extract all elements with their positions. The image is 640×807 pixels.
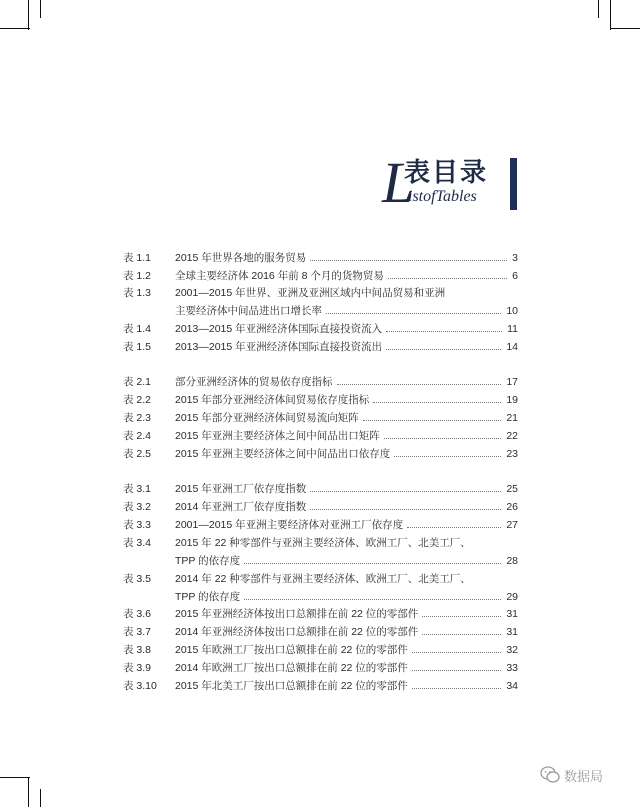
toc-leader-dots	[422, 616, 501, 617]
wechat-icon	[540, 766, 560, 789]
toc-leader-dots	[412, 688, 502, 689]
decorative-letter-l: L	[382, 150, 415, 215]
crop-mark-top-right-h	[610, 28, 640, 29]
crop-mark-bottom-left-v2	[40, 789, 41, 807]
toc-entry[interactable]	[120, 482, 518, 496]
list-of-tables-heading	[378, 150, 518, 215]
toc-entry-title: 2014 年亚洲工厂依存度指数	[175, 501, 307, 513]
toc-entry-number: 表 3.7	[123, 626, 152, 638]
toc-leader-dots	[386, 331, 502, 332]
page-title-en: istofTables	[408, 188, 477, 205]
toc-entry-number: 表 3.1	[123, 483, 152, 495]
toc-entry[interactable]	[120, 375, 518, 389]
toc-leader-dots	[386, 349, 501, 350]
toc-entry[interactable]	[120, 500, 518, 514]
toc-entry-page: 11	[507, 323, 518, 335]
toc-entry-page: 17	[506, 376, 518, 388]
toc-entry-title: 2014 年亚洲经济体按出口总额排在前 22 位的零部件	[175, 626, 419, 638]
toc-entry-number: 表 2.5	[123, 448, 152, 460]
toc-entry-number: 表 1.5	[123, 341, 152, 353]
toc-leader-dots	[363, 420, 502, 421]
toc-entry-title: 2015 年欧洲工厂按出口总额排在前 22 位的零部件	[175, 644, 408, 656]
toc-entry[interactable]	[120, 518, 518, 532]
toc-entry-page: 6	[512, 270, 518, 282]
toc-entry-number: 表 2.2	[123, 394, 152, 406]
watermark	[540, 764, 630, 788]
toc-entry[interactable]	[120, 536, 518, 568]
toc-entry-page: 25	[506, 483, 518, 495]
toc-entry-title: 2013—2015 年亚洲经济体国际直接投资流入	[175, 323, 383, 335]
toc-entry-title: 2015 年亚洲主要经济体之间中间品出口依存度	[175, 448, 391, 460]
toc-entry-title: 2015 年世界各地的服务贸易	[175, 252, 307, 264]
page-title-zh: 表目录	[404, 158, 489, 188]
toc-entry-page: 28	[506, 555, 518, 567]
toc-leader-dots	[422, 634, 501, 635]
toc-leader-dots	[310, 509, 501, 510]
toc-leader-dots	[310, 491, 501, 492]
toc-leader-dots	[373, 402, 501, 403]
toc-entry[interactable]	[120, 286, 518, 318]
toc-entry-page: 21	[506, 412, 518, 424]
toc-entry-number: 表 3.9	[123, 662, 152, 674]
title-accent-bar	[510, 158, 517, 210]
toc-leader-dots	[388, 278, 507, 279]
toc-entry[interactable]	[120, 625, 518, 639]
toc-entry[interactable]	[120, 661, 518, 675]
toc-entry-number: 表 3.2	[123, 501, 152, 513]
toc-entry-page: 14	[506, 341, 518, 353]
toc-entry-page: 32	[506, 644, 518, 656]
toc-entry-title: 2001—2015 年世界、亚洲及亚洲区域内中间品贸易和亚洲	[175, 287, 446, 299]
crop-mark-bottom-left-h	[0, 777, 30, 778]
toc-entry-title: 2015 年部分亚洲经济体间贸易流向矩阵	[175, 412, 359, 424]
toc-entry-title: 2015 年亚洲工厂依存度指数	[175, 483, 307, 495]
toc-entry[interactable]	[120, 269, 518, 283]
toc-leader-dots	[337, 384, 502, 385]
crop-mark-top-right-v2	[598, 0, 599, 18]
toc-entry-page: 23	[506, 448, 518, 460]
toc-entry-number: 表 3.8	[123, 644, 152, 656]
toc-entry-number: 表 3.4	[123, 537, 152, 549]
toc-leader-dots	[412, 652, 502, 653]
toc-entry-number: 表 3.3	[123, 519, 152, 531]
crop-mark-top-left-v	[28, 0, 29, 30]
toc-entry-number: 表 2.3	[123, 412, 152, 424]
toc-entry-title: 2013—2015 年亚洲经济体国际直接投资流出	[175, 341, 383, 353]
toc-entry-title-continued: TPP 的依存度	[175, 555, 241, 567]
toc-entry[interactable]	[120, 411, 518, 425]
toc-entry-page: 31	[506, 608, 518, 620]
toc-entry-title: 2015 年北美工厂按出口总额排在前 22 位的零部件	[175, 680, 408, 692]
crop-mark-top-left-h	[0, 28, 30, 29]
toc-entry-number: 表 3.5	[123, 573, 152, 585]
toc-entry-number: 表 1.3	[123, 287, 152, 299]
toc-leader-dots	[394, 456, 501, 457]
toc-entry-title: 2015 年亚洲主要经济体之间中间品出口矩阵	[175, 430, 380, 442]
toc-entry-page: 31	[506, 626, 518, 638]
toc-entry[interactable]	[120, 447, 518, 461]
watermark-text: 数据局	[564, 769, 604, 784]
toc-entry-number: 表 2.4	[123, 430, 152, 442]
toc-entry-title-continued: TPP 的依存度	[175, 591, 241, 603]
toc-entry-page: 27	[506, 519, 518, 531]
toc-entry[interactable]	[120, 643, 518, 657]
toc-entry-page: 33	[506, 662, 518, 674]
toc-leader-dots	[244, 599, 501, 600]
toc-entry-title-continued: 主要经济体中间品进出口增长率	[175, 305, 322, 317]
toc-entry-page: 22	[506, 430, 518, 442]
toc-leader-dots	[310, 260, 507, 261]
toc-entry[interactable]	[120, 322, 518, 336]
toc-entry[interactable]	[120, 679, 518, 693]
crop-mark-top-right-v	[610, 0, 611, 30]
toc-entry[interactable]	[120, 429, 518, 443]
toc-entry-page: 26	[506, 501, 518, 513]
toc-leader-dots	[384, 438, 502, 439]
toc-leader-dots	[412, 670, 502, 671]
toc-entry[interactable]	[120, 607, 518, 621]
crop-mark-top-left-v2	[40, 0, 41, 18]
crop-mark-bottom-left-v	[28, 777, 29, 807]
toc-entry-title: 2015 年部分亚洲经济体间贸易依存度指标	[175, 394, 370, 406]
toc-entry-number: 表 3.10	[123, 680, 157, 692]
toc-entry-number: 表 1.4	[123, 323, 152, 335]
toc-entry-number: 表 3.6	[123, 608, 152, 620]
toc-leader-dots	[244, 563, 501, 564]
toc-entry-title: 2015 年 22 种零部件与亚洲主要经济体、欧洲工厂、北美工厂、	[175, 537, 471, 549]
toc-entry-page: 29	[506, 591, 518, 603]
toc-entry-page: 19	[506, 394, 518, 406]
toc-entry-page: 34	[506, 680, 518, 692]
toc-entry-title: 2014 年 22 种零部件与亚洲主要经济体、欧洲工厂、北美工厂、	[175, 573, 471, 585]
toc-entry[interactable]	[120, 340, 518, 354]
toc-leader-dots	[407, 527, 501, 528]
toc-entry-number: 表 1.1	[123, 252, 152, 264]
toc-entry-title: 2014 年欧洲工厂按出口总额排在前 22 位的零部件	[175, 662, 408, 674]
toc-entry-number: 表 2.1	[123, 376, 152, 388]
toc-leader-dots	[326, 313, 501, 314]
toc-entry-page: 10	[506, 305, 518, 317]
toc-entry-number: 表 1.2	[123, 270, 152, 282]
toc-entry-title: 2015 年亚洲经济体按出口总额排在前 22 位的零部件	[175, 608, 419, 620]
toc-entry-title: 全球主要经济体 2016 年前 8 个月的货物贸易	[175, 270, 384, 282]
toc-entry-page: 3	[512, 252, 518, 264]
toc-entry[interactable]	[120, 393, 518, 407]
toc-entry[interactable]	[120, 251, 518, 265]
toc-entry-title: 部分亚洲经济体的贸易依存度指标	[175, 376, 333, 388]
toc-entry-title: 2001—2015 年亚洲主要经济体对亚洲工厂依存度	[175, 519, 404, 531]
toc-entry[interactable]	[120, 572, 518, 604]
